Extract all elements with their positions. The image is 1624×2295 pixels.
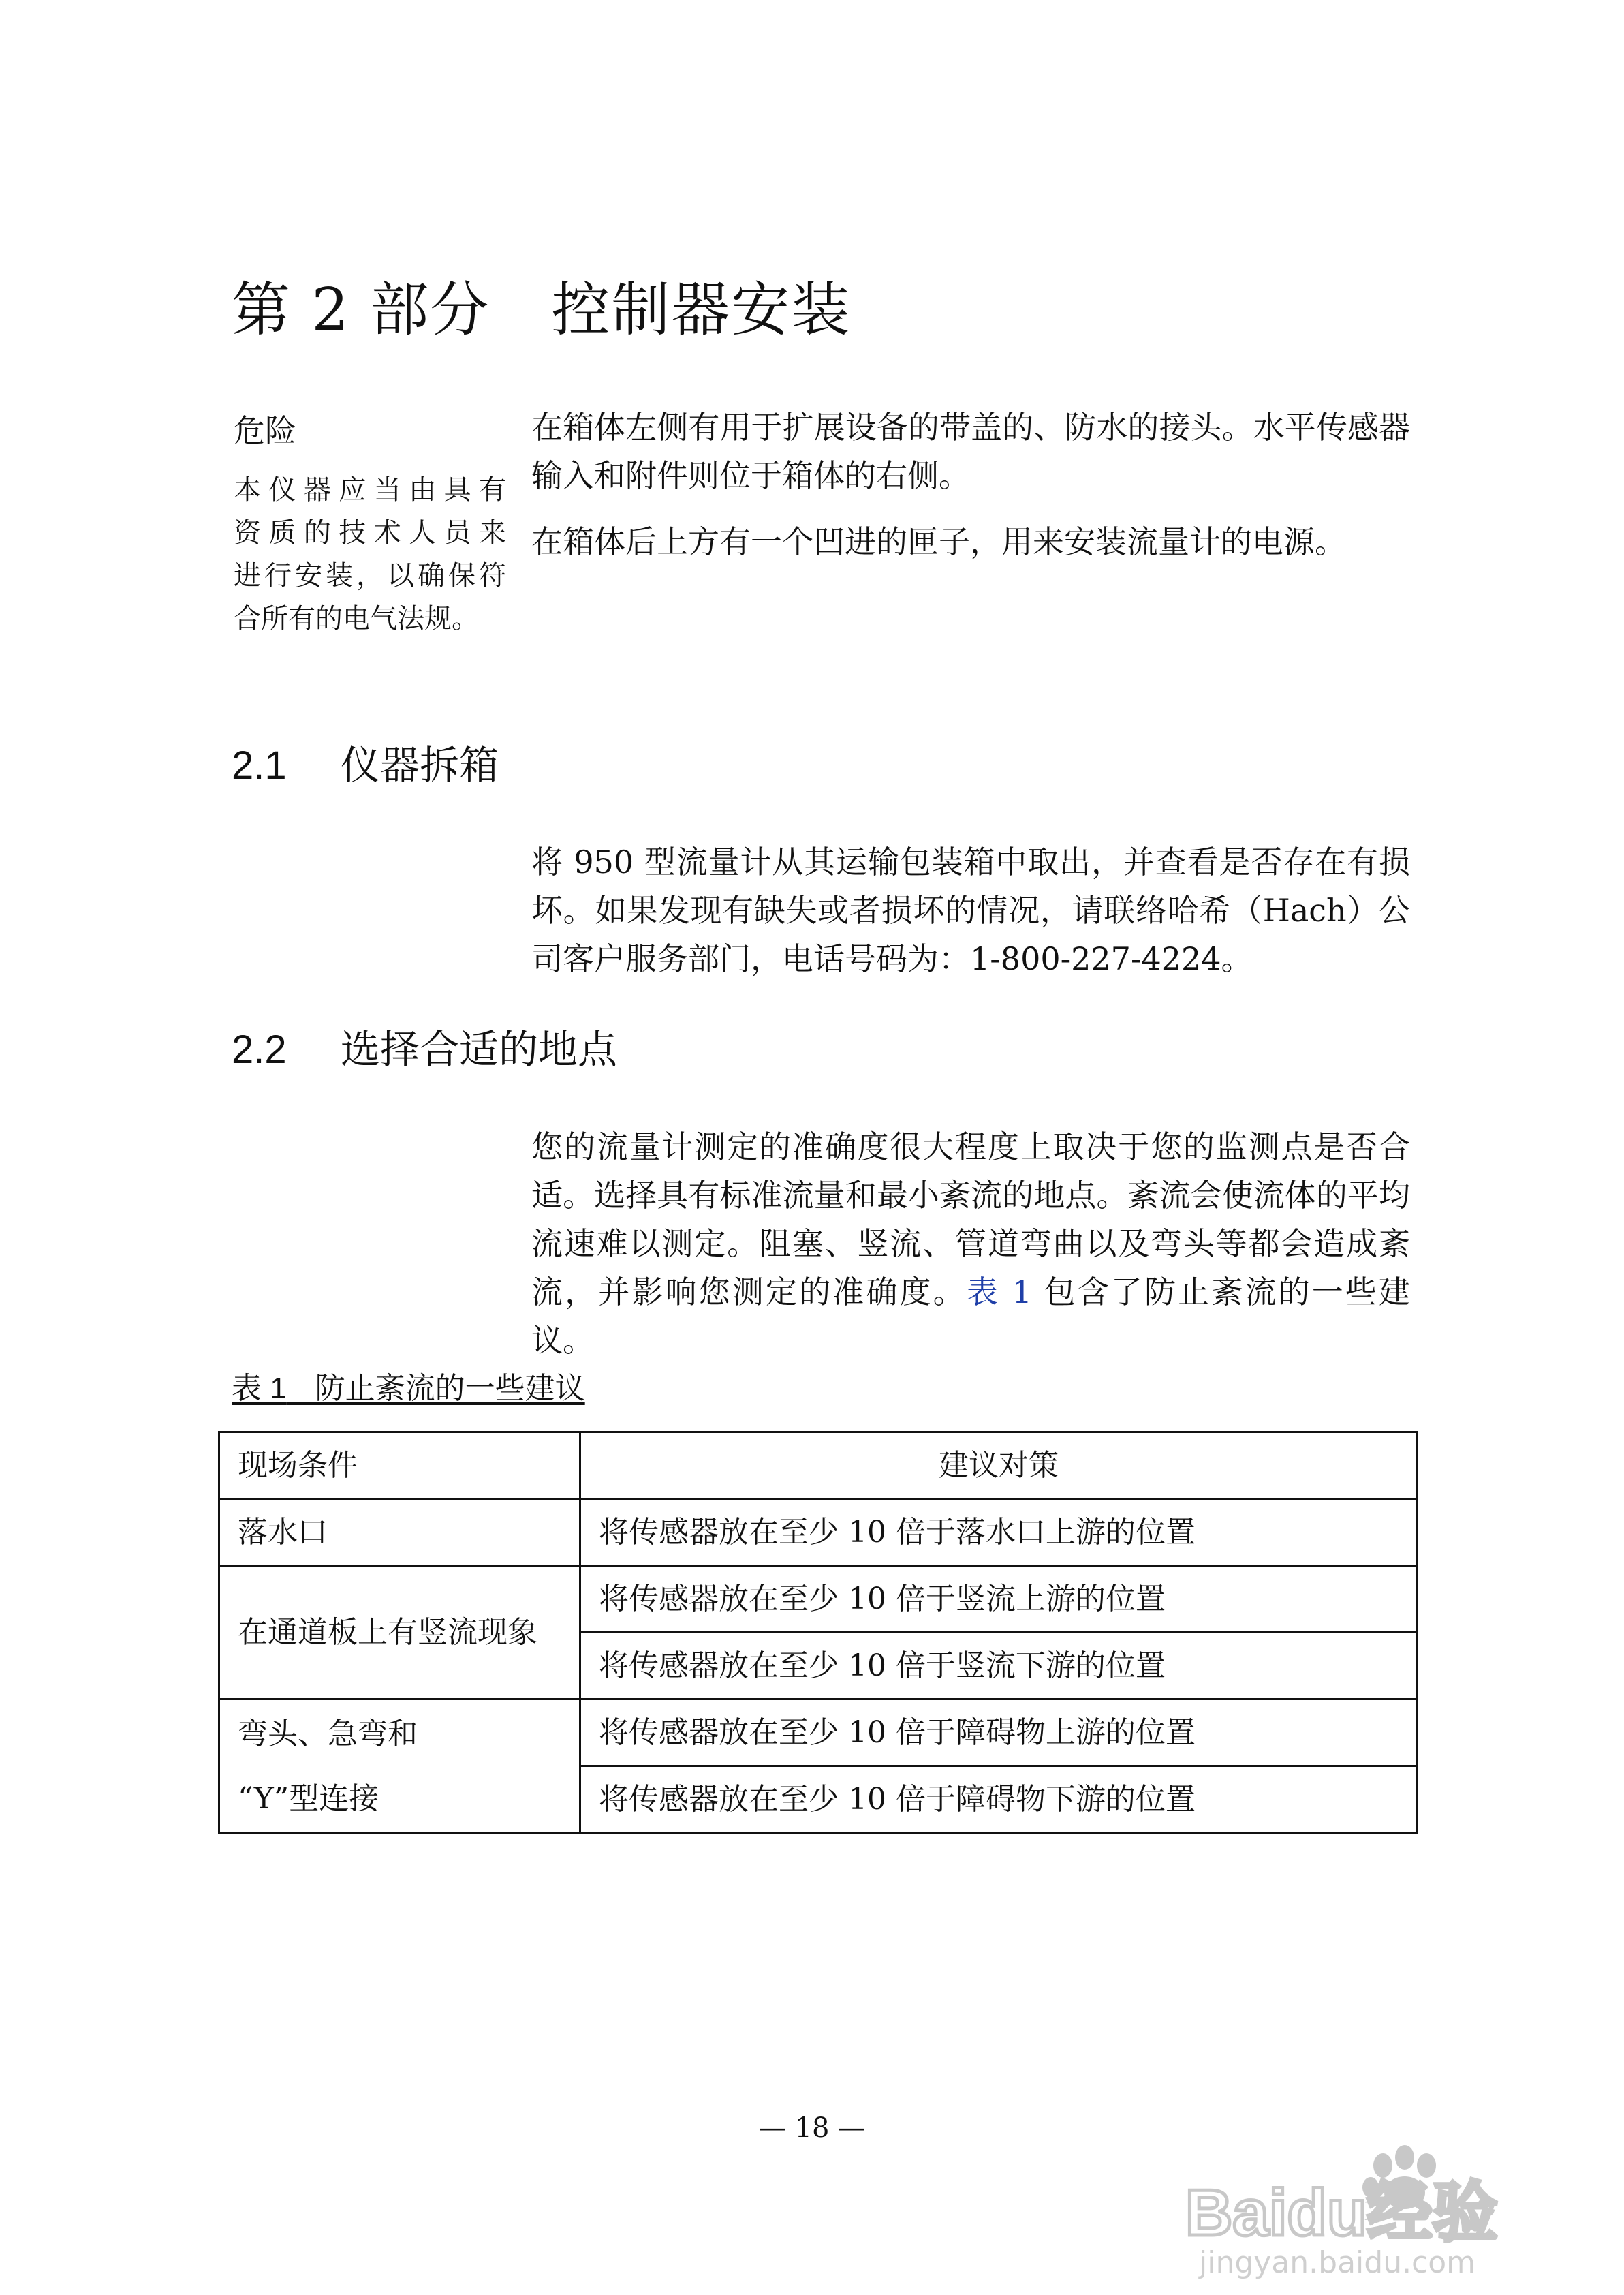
site-selection-paragraph (531, 1123, 1410, 1365)
table-caption-title: 防止紊流的一些建议 (315, 1371, 585, 1406)
intro-paragraph-1: 在箱体左侧有用于扩展设备的带盖的、防水的接头。水平传感器输入和附件则位于箱体的右侧。 (531, 409, 1410, 494)
chapter-title (232, 269, 851, 351)
section-2-2-body (531, 1123, 1410, 1365)
section-number: 2.1 (232, 743, 287, 788)
watermark-url: jingyan.baidu.com (1199, 2245, 1476, 2280)
section-2-1-body (531, 838, 1410, 983)
watermark-brand: Baidu经验 (1185, 2176, 1498, 2249)
danger-line: 本仪器应当由具有 (234, 474, 506, 506)
condition-cell: 落水口 (219, 1499, 580, 1566)
condition-line: 弯头、急弯和 (238, 1716, 418, 1751)
danger-line: 合所有的电气法规。 (234, 603, 479, 634)
section-title: 选择合适的地点 (341, 1026, 618, 1073)
condition-cell (219, 1699, 580, 1833)
section-heading-2-1 (232, 738, 499, 793)
header-action: 建议对策 (580, 1432, 1418, 1499)
condition-cell: 在通道板上有竖流现象 (219, 1566, 580, 1699)
paragraph-text: 包含了防止紊流的一些建议。 (531, 1274, 1411, 1359)
chapter-name: 控制器安装 (551, 276, 852, 344)
action-cell: 将传感器放在至少 10 倍于落水口上游的位置 (580, 1499, 1418, 1566)
danger-note (234, 469, 506, 641)
intro-body (531, 403, 1410, 566)
table-caption (232, 1370, 585, 1408)
table-1-link[interactable]: 表 1 (966, 1274, 1032, 1310)
action-cell: 将传感器放在至少 10 倍于障碍物上游的位置 (580, 1699, 1418, 1766)
danger-line: 进行安装，以确保符 (234, 560, 506, 591)
recommendations-table (218, 1431, 1418, 1834)
table-header-row (219, 1432, 1418, 1499)
section-heading-2-2 (232, 1022, 617, 1077)
chapter-number: 第 2 部分 (232, 276, 490, 344)
section-title: 仪器拆箱 (341, 742, 499, 788)
condition-line: “Y”型连接 (238, 1781, 379, 1816)
table-caption-label: 表 1 (232, 1372, 287, 1405)
intro-paragraph-2: 在箱体后上方有一个凹进的匣子，用来安装流量计的电源。 (531, 523, 1346, 560)
page-number: — 18 — (758, 2112, 866, 2144)
table-row (219, 1566, 1418, 1633)
danger-line: 资质的技术人员来 (234, 517, 506, 549)
action-cell: 将传感器放在至少 10 倍于竖流下游的位置 (580, 1633, 1418, 1699)
unpacking-paragraph: 将 950 型流量计从其运输包装箱中取出，并查看是否存在有损坏。如果发现有缺失或者损坏的情况，请联络哈希（Hach）公司客户服务部门，电话号码为：1-800-227-4224。 (531, 844, 1410, 977)
table-row (219, 1699, 1418, 1766)
section-number: 2.2 (232, 1028, 287, 1072)
table-row (219, 1499, 1418, 1566)
action-cell: 将传感器放在至少 10 倍于障碍物下游的位置 (580, 1766, 1418, 1833)
baidu-watermark (1158, 2133, 1594, 2283)
header-condition: 现场条件 (219, 1432, 580, 1499)
danger-label: 危险 (234, 412, 296, 449)
paragraph-text: 您的流量计测定的准确度很大程度上取决于您的监测点是否合适。选择具有标准流量和最小紊流的地点。紊流会使流体的平均流速难以测定。阻塞、竖流、管道弯曲以及弯头等都会造成紊流，并影响您测定的准确度。 (531, 1128, 1410, 1310)
action-cell: 将传感器放在至少 10 倍于竖流上游的位置 (580, 1566, 1418, 1633)
